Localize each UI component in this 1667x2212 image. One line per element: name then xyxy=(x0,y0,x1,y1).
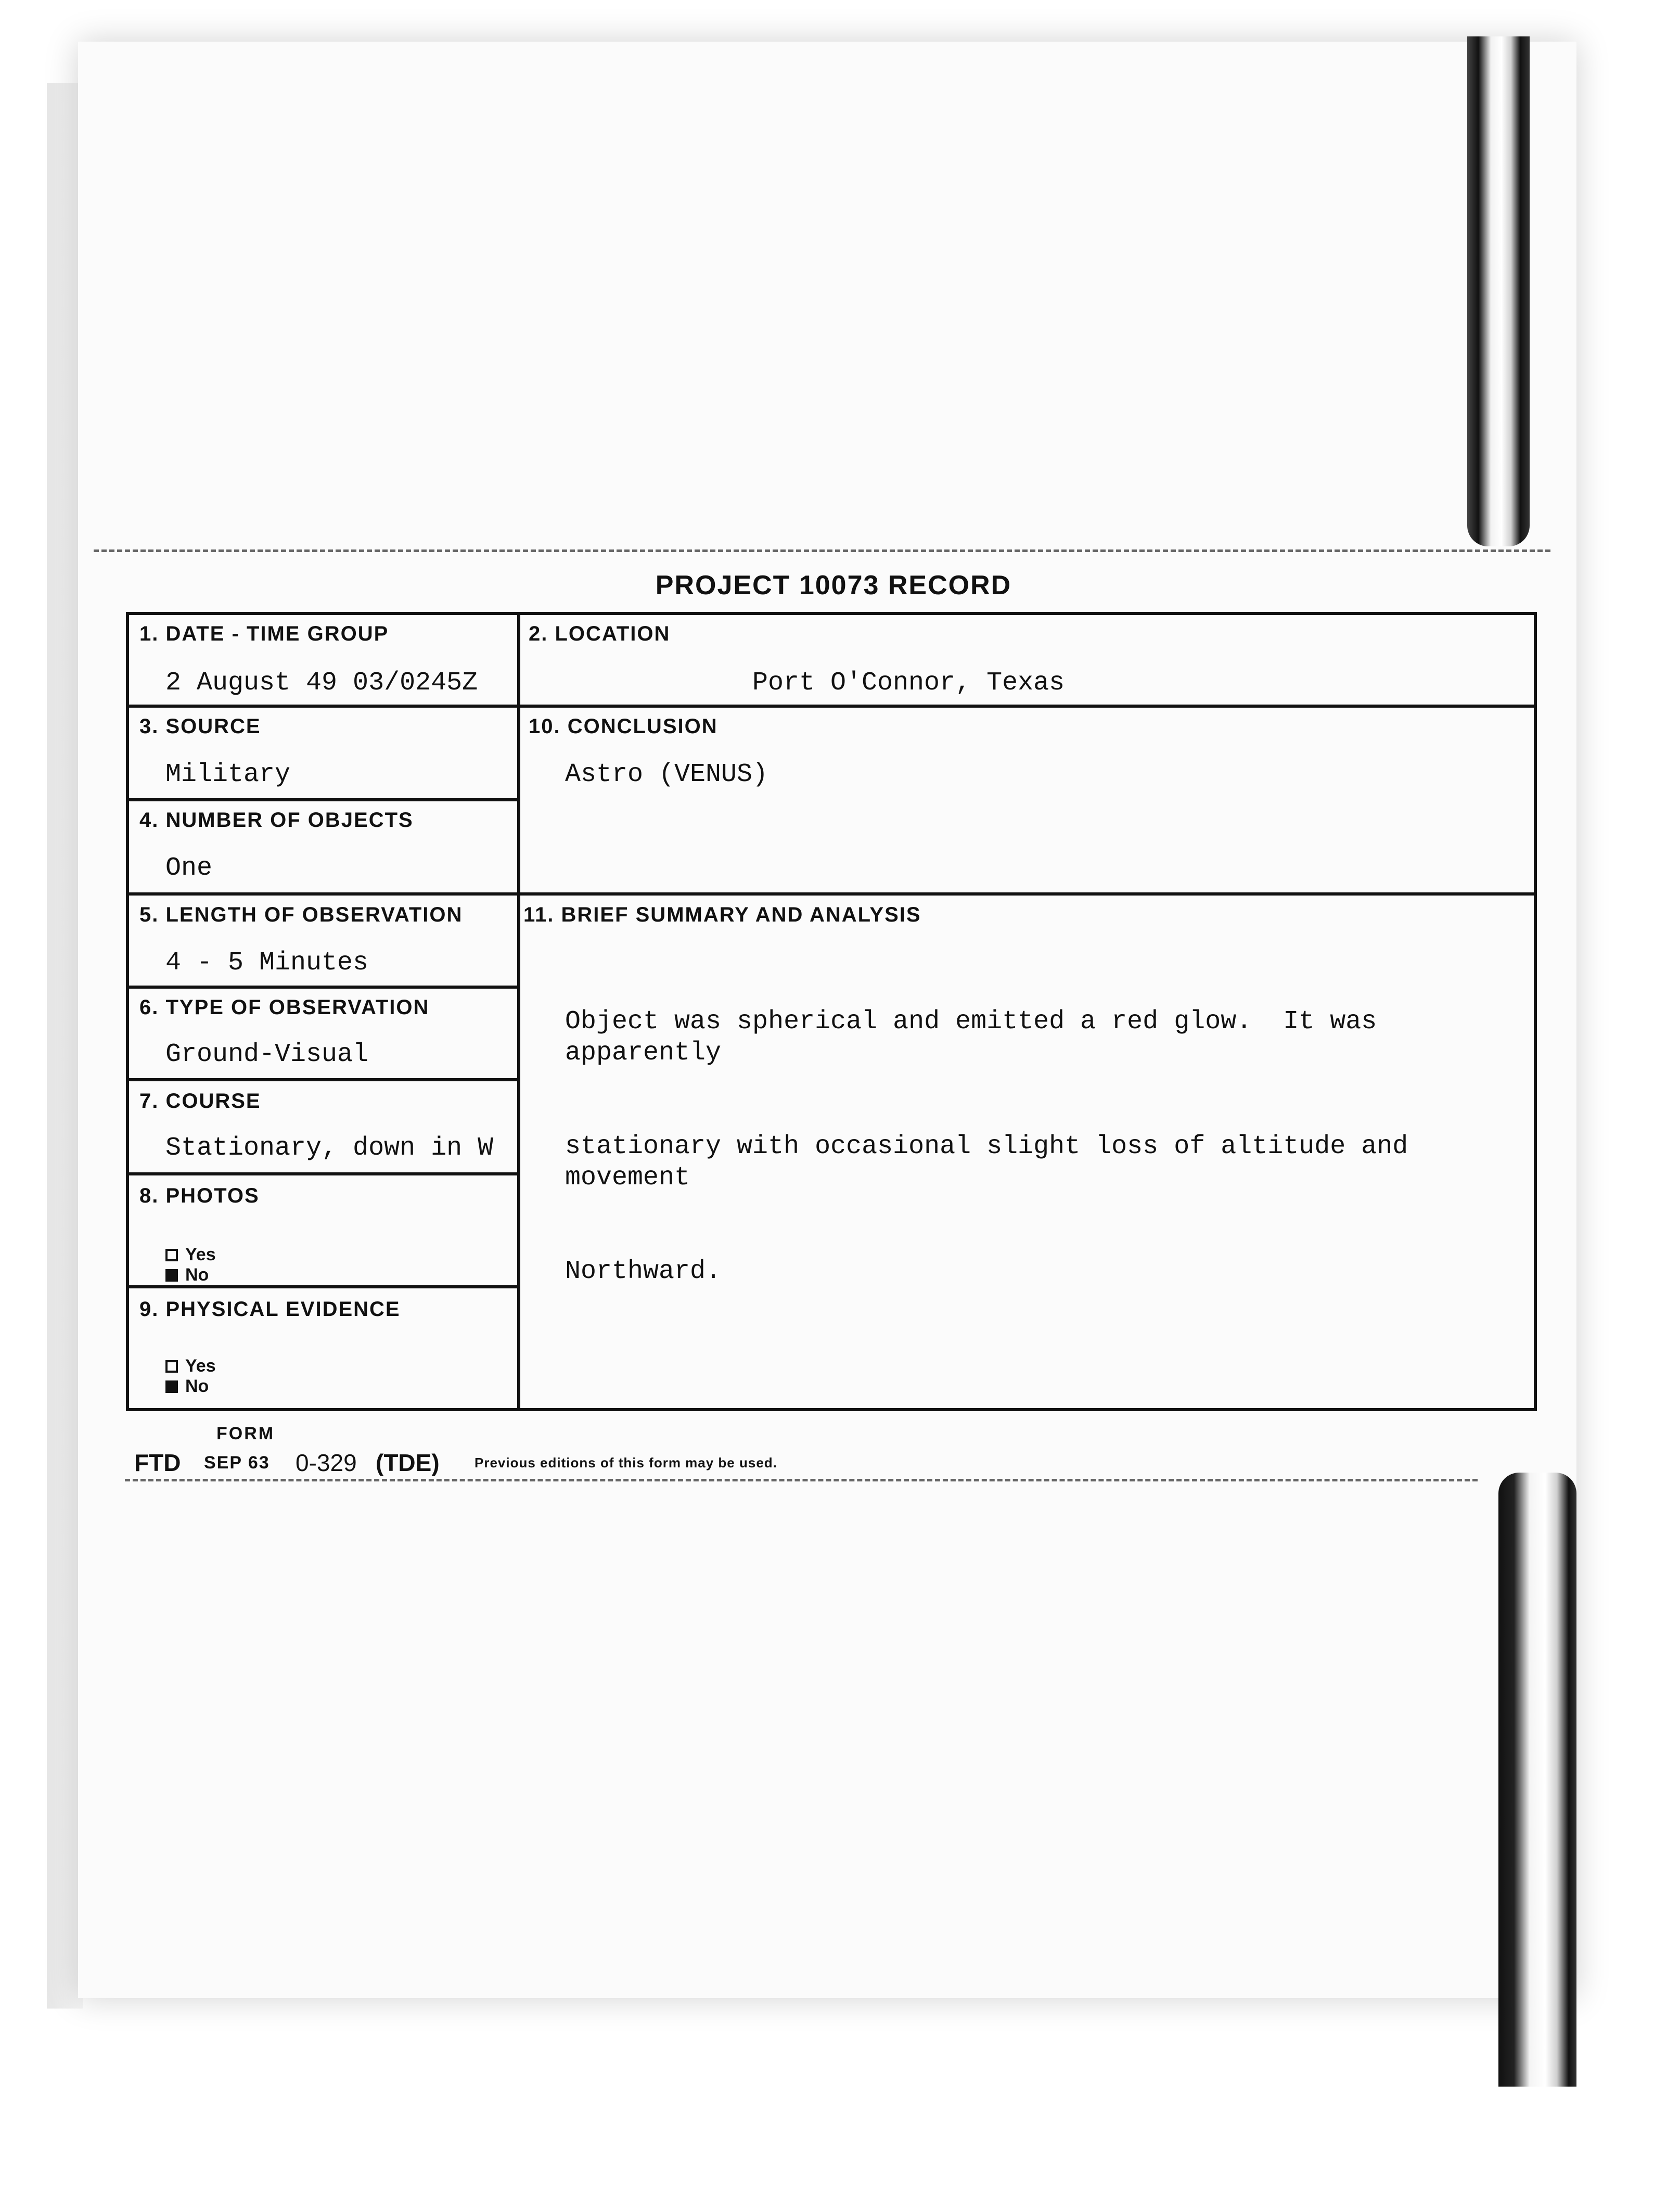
location-cell xyxy=(529,622,670,646)
number-of-objects-value: One xyxy=(165,853,213,883)
source-cell xyxy=(139,715,261,738)
physical-evidence-label: 9. PHYSICAL EVIDENCE xyxy=(139,1298,401,1321)
row-divider-1 xyxy=(129,705,1534,708)
course-label: 7. COURSE xyxy=(139,1090,261,1113)
physical-evidence-options xyxy=(165,1356,216,1397)
record-form xyxy=(126,612,1537,1411)
row-divider-left-5 xyxy=(129,1078,517,1081)
length-of-observation-label: 5. LENGTH OF OBSERVATION xyxy=(139,903,463,926)
photos-yes-option xyxy=(165,1245,216,1265)
date-time-value: 2 August 49 03/0245Z xyxy=(165,668,478,698)
photos-cell xyxy=(139,1184,260,1208)
length-of-observation-value: 4 - 5 Minutes xyxy=(165,948,369,978)
conclusion-label: 10. CONCLUSION xyxy=(529,715,718,738)
physical-evidence-yes-option xyxy=(165,1356,216,1376)
physical-evidence-cell xyxy=(139,1298,401,1321)
row-divider-left-7 xyxy=(129,1285,517,1288)
film-binding-strip-bottom xyxy=(1498,1473,1576,2087)
summary-label: 11. BRIEF SUMMARY AND ANALYSIS xyxy=(523,903,921,926)
footer-ftd: FTD xyxy=(134,1449,181,1476)
photos-options xyxy=(165,1245,216,1285)
photos-no-option xyxy=(165,1265,216,1285)
course-value: Stationary, down in W xyxy=(165,1133,494,1163)
checkbox-empty-icon xyxy=(165,1249,178,1261)
type-of-observation-label: 6. TYPE OF OBSERVATION xyxy=(139,996,430,1019)
summary-text xyxy=(565,944,1534,1350)
location-value: Port O'Connor, Texas xyxy=(752,668,1065,698)
source-label: 3. SOURCE xyxy=(139,715,261,738)
cut-line-bottom xyxy=(125,1479,1478,1481)
record-title: PROJECT 10073 RECORD xyxy=(655,570,1012,600)
length-of-observation-cell xyxy=(139,903,463,927)
footer-tde: (TDE) xyxy=(376,1449,440,1476)
column-divider xyxy=(517,615,520,1408)
footer-date: SEP 63 xyxy=(204,1453,270,1473)
footer-note: Previous editions of this form may be used. xyxy=(475,1455,777,1471)
film-binding-strip-top xyxy=(1467,36,1530,546)
location-label: 2. LOCATION xyxy=(529,622,671,645)
number-of-objects-cell xyxy=(139,809,414,832)
number-of-objects-label: 4. NUMBER OF OBJECTS xyxy=(139,809,414,832)
row-divider-left-4 xyxy=(129,986,517,989)
checkbox-empty-icon xyxy=(165,1360,178,1373)
summary-line: stationary with occasional slight loss of altitude and movement xyxy=(565,1132,1424,1193)
conclusion-cell xyxy=(529,715,718,738)
summary-line: Object was spherical and emitted a red glow. It was apparently xyxy=(565,1007,1393,1068)
type-of-observation-value: Ground-Visual xyxy=(165,1040,369,1069)
checkbox-marked-icon xyxy=(165,1269,178,1282)
summary-line: Northward. xyxy=(565,1257,722,1286)
photos-no-label: No xyxy=(185,1265,209,1285)
physical-evidence-no-option xyxy=(165,1376,216,1397)
photos-yes-label: Yes xyxy=(185,1245,216,1264)
date-time-cell xyxy=(139,622,389,646)
summary-cell xyxy=(523,903,921,927)
cut-line-top xyxy=(94,549,1550,552)
physical-evidence-no-label: No xyxy=(185,1376,209,1396)
conclusion-value: Astro (VENUS) xyxy=(565,760,768,789)
row-divider-left-6 xyxy=(129,1172,517,1175)
course-cell xyxy=(139,1090,261,1113)
source-value: Military xyxy=(165,760,291,789)
row-divider-3 xyxy=(129,892,1534,896)
date-time-label: 1. DATE - TIME GROUP xyxy=(139,622,389,645)
row-divider-left-2 xyxy=(129,798,517,801)
type-of-observation-cell xyxy=(139,996,429,1019)
footer-form-word: FORM xyxy=(216,1424,275,1443)
photos-label: 8. PHOTOS xyxy=(139,1184,260,1207)
checkbox-marked-icon xyxy=(165,1380,178,1393)
footer-form-number: 0-329 xyxy=(296,1449,357,1476)
physical-evidence-yes-label: Yes xyxy=(185,1356,216,1376)
